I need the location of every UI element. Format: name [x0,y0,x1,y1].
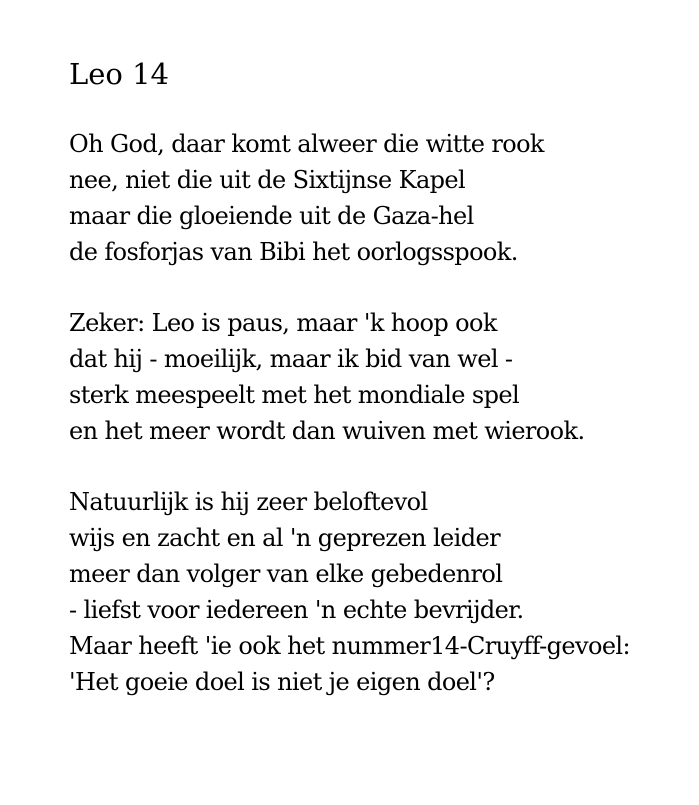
poem-line: Maar heeft 'ie ook het nummer14-Cruyff-gevoel: [69,632,630,660]
stanza-2 [69,305,689,449]
poem-line: meer dan volger van elke gebedenrol [69,560,503,588]
poem-line: nee, niet die uit de Sixtijnse Kapel [69,166,466,194]
stanza-1 [69,126,689,270]
stanza-3 [69,484,689,700]
poem-title: Leo 14 [69,57,169,91]
poem-line: Zeker: Leo is paus, maar 'k hoop ook [69,309,497,337]
poem-line: Oh God, daar komt alweer die witte rook [69,130,544,158]
poem-line: maar die gloeiende uit de Gaza-hel [69,202,474,230]
poem-line: de fosforjas van Bibi het oorlogsspook. [69,238,518,266]
poem-line: en het meer wordt dan wuiven met wierook. [69,417,585,445]
poem-line: Natuurlijk is hij zeer beloftevol [69,488,428,516]
poem-line: sterk meespeelt met het mondiale spel [69,381,520,409]
poem-line: dat hij - moeilijk, maar ik bid van wel - [69,345,513,373]
poem-page [69,54,689,735]
poem-line: - liefst voor iedereen 'n echte bevrijder. [69,596,524,624]
poem-line: 'Het goeie doel is niet je eigen doel'? [69,668,495,696]
poem-line: wijs en zacht en al 'n geprezen leider [69,524,500,552]
